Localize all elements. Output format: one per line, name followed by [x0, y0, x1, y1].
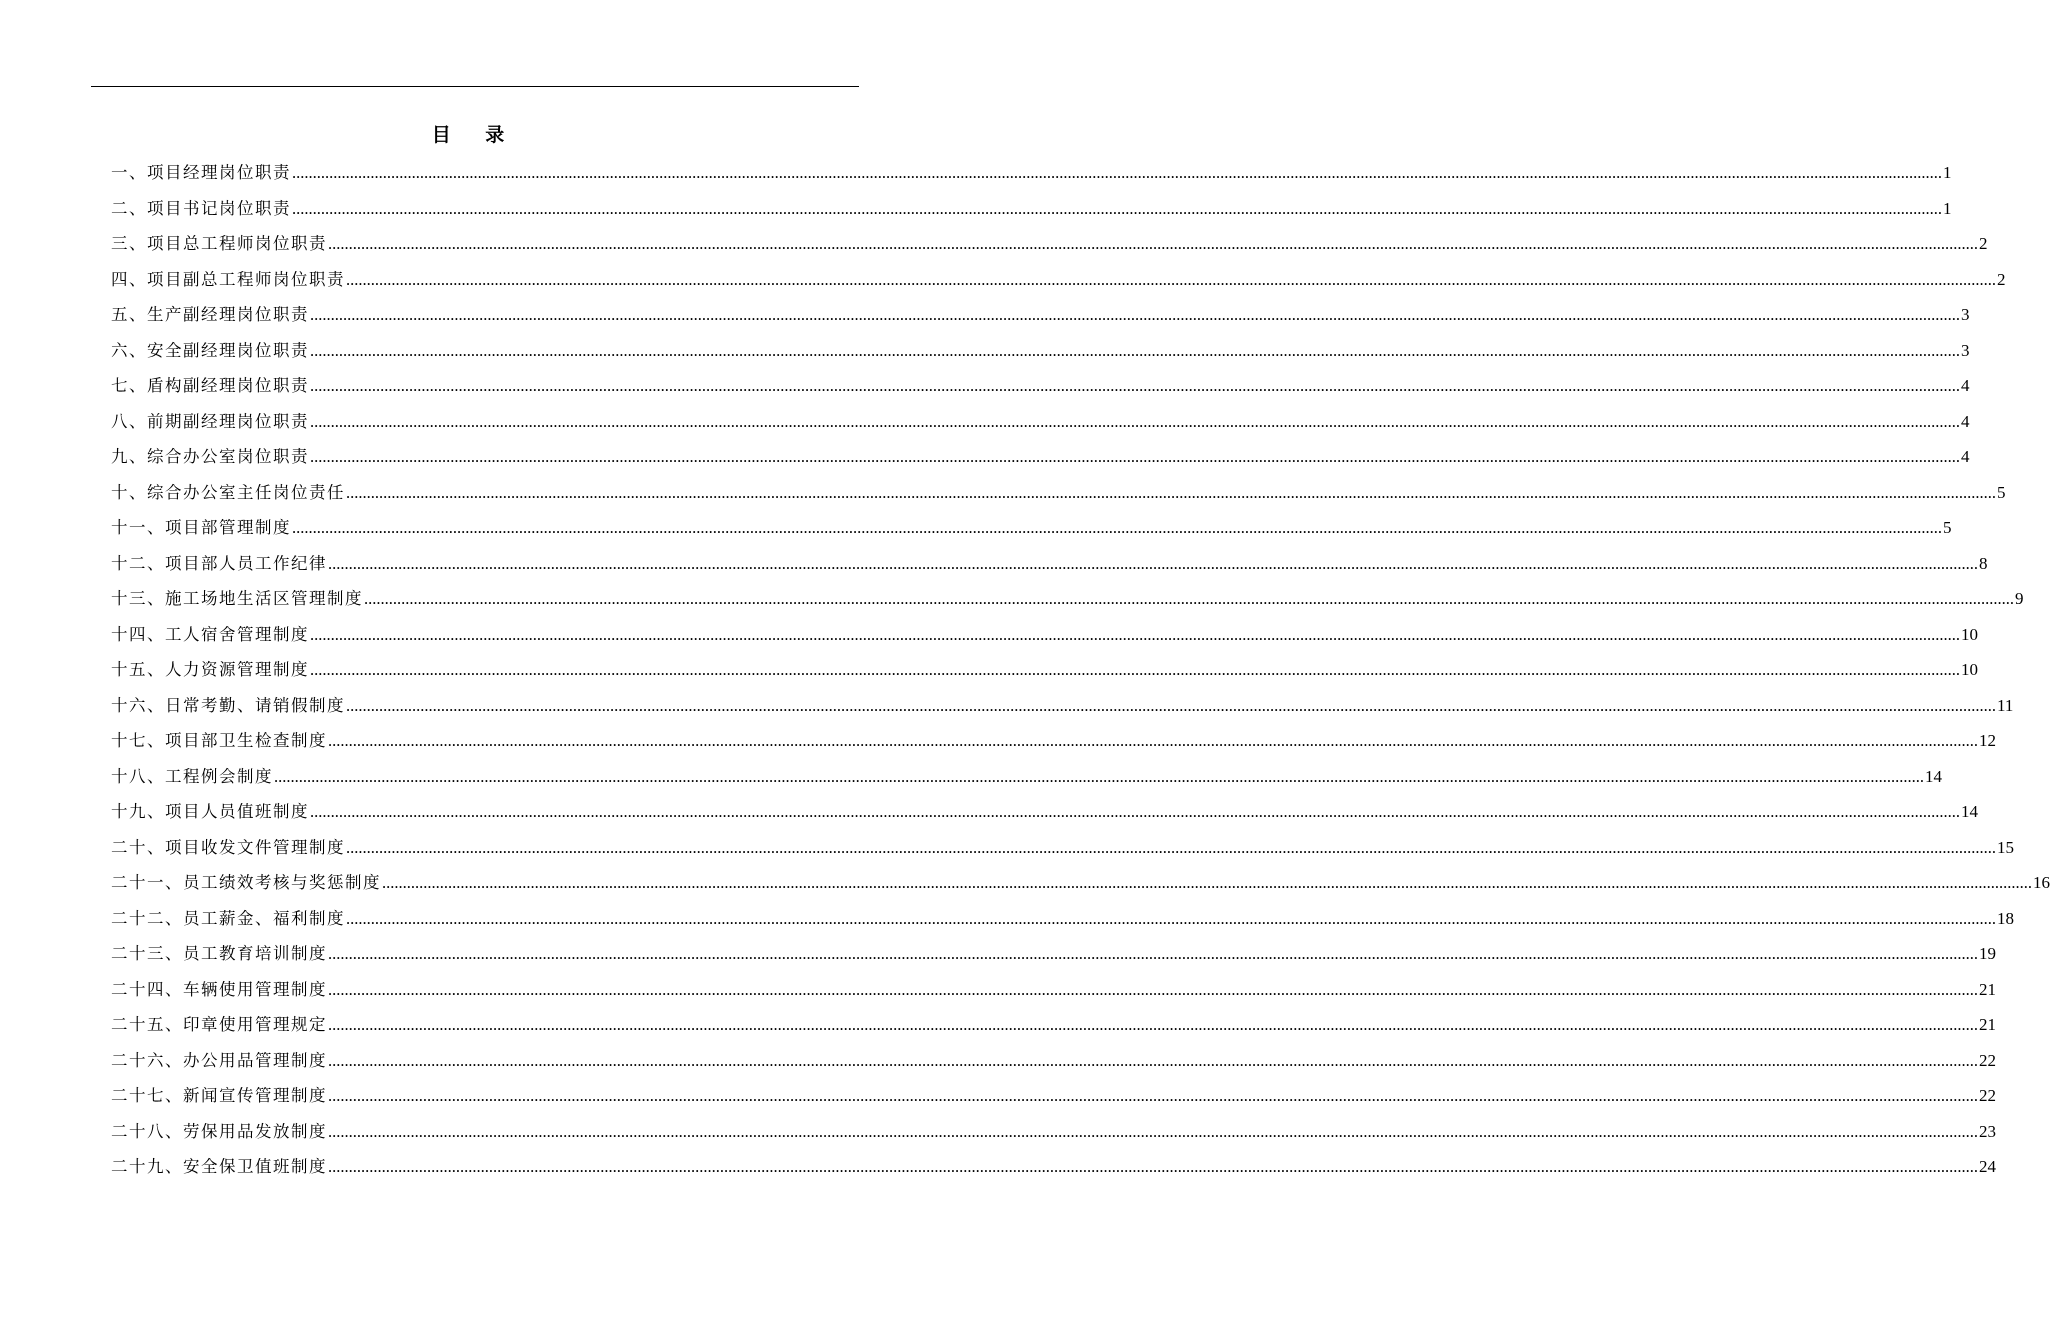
toc-dot-leader: ................................................................................................................................................................................................................................................................................................................................................................................................................	[310, 660, 1960, 679]
toc-dot-leader: ................................................................................................................................................................................................................................................................................................................................................................................................................	[328, 553, 1978, 573]
toc-entry-label: 二十六、办公用品管理制度	[111, 1050, 327, 1070]
toc-entry[interactable]	[111, 439, 1970, 475]
toc-dot-leader: ................................................................................................................................................................................................................................................................................................................................................................................................................	[328, 1086, 1978, 1105]
toc-entry-label: 七、盾构副经理岗位职责	[111, 376, 309, 395]
toc-entry-page-number: 14	[1925, 766, 1942, 786]
toc-entry-label: 二十二、员工薪金、福利制度	[111, 908, 345, 928]
toc-entry[interactable]	[111, 830, 2014, 866]
toc-entry-label: 十、综合办公室主任岗位责任	[111, 482, 345, 502]
toc-entry-label: 五、生产副经理岗位职责	[111, 305, 309, 324]
toc-entry[interactable]	[111, 510, 1952, 546]
toc-list	[111, 155, 2050, 1185]
toc-entry-page-number: 3	[1961, 340, 1970, 360]
toc-dot-leader: ................................................................................................................................................................................................................................................................................................................................................................................................................	[346, 269, 1996, 289]
toc-entry[interactable]	[111, 333, 1970, 369]
toc-entry[interactable]	[111, 901, 2014, 937]
toc-entry-page-number: 18	[1997, 908, 2014, 928]
toc-entry-page-number: 5	[1997, 482, 2006, 502]
toc-dot-leader: ................................................................................................................................................................................................................................................................................................................................................................................................................	[310, 447, 1960, 466]
toc-entry-label: 二十七、新闻宣传管理制度	[111, 1086, 327, 1105]
toc-entry[interactable]	[111, 688, 2014, 724]
toc-entry-page-number: 4	[1961, 376, 1970, 395]
toc-entry[interactable]	[111, 794, 1978, 830]
toc-dot-leader: ................................................................................................................................................................................................................................................................................................................................................................................................................	[328, 234, 1978, 253]
toc-entry-page-number: 24	[1979, 1157, 1996, 1176]
toc-entry-page-number: 2	[1997, 269, 2006, 289]
toc-entry-label: 二、项目书记岗位职责	[111, 198, 291, 218]
toc-entry-label: 一、项目经理岗位职责	[111, 163, 291, 182]
toc-entry-page-number: 4	[1961, 447, 1970, 466]
toc-entry-page-number: 11	[1997, 695, 2014, 715]
toc-entry-page-number: 5	[1943, 518, 1952, 537]
toc-entry-label: 十五、人力资源管理制度	[111, 660, 309, 679]
toc-entry[interactable]	[111, 617, 1978, 653]
toc-entry-page-number: 8	[1979, 553, 1988, 573]
toc-entry[interactable]	[111, 652, 1978, 688]
toc-entry-label: 十七、项目部卫生检查制度	[111, 731, 327, 750]
toc-entry[interactable]	[111, 1114, 1996, 1150]
toc-entry-page-number: 22	[1979, 1050, 1996, 1070]
toc-dot-leader: ................................................................................................................................................................................................................................................................................................................................................................................................................	[328, 1121, 1978, 1141]
toc-entry-label: 三、项目总工程师岗位职责	[111, 234, 327, 253]
toc-entry-label: 二十八、劳保用品发放制度	[111, 1121, 327, 1141]
toc-entry[interactable]	[111, 475, 2006, 511]
toc-dot-leader: ................................................................................................................................................................................................................................................................................................................................................................................................................	[346, 695, 1996, 715]
toc-entry-label: 十一、项目部管理制度	[111, 518, 291, 537]
toc-entry-page-number: 2	[1979, 234, 1988, 253]
toc-entry-page-number: 22	[1979, 1086, 1996, 1105]
toc-entry-page-number: 4	[1961, 411, 1970, 431]
toc-entry-label: 十四、工人宿舍管理制度	[111, 624, 309, 644]
toc-entry-page-number: 9	[2015, 589, 2024, 608]
toc-entry-page-number: 12	[1979, 731, 1996, 750]
toc-entry-page-number: 14	[1961, 802, 1978, 821]
toc-entry[interactable]	[111, 1043, 1996, 1079]
toc-entry-label: 二十一、员工绩效考核与奖惩制度	[111, 873, 381, 892]
toc-entry[interactable]	[111, 759, 1942, 795]
toc-entry-label: 十二、项目部人员工作纪律	[111, 553, 327, 573]
header-rule	[91, 86, 859, 87]
toc-dot-leader: ................................................................................................................................................................................................................................................................................................................................................................................................................	[292, 163, 1942, 182]
toc-dot-leader: ................................................................................................................................................................................................................................................................................................................................................................................................................	[328, 731, 1978, 750]
toc-entry-page-number: 15	[1997, 837, 2014, 857]
toc-entry-page-number: 1	[1943, 198, 1952, 218]
toc-dot-leader: ................................................................................................................................................................................................................................................................................................................................................................................................................	[346, 908, 1996, 928]
toc-entry-label: 二十四、车辆使用管理制度	[111, 979, 327, 999]
toc-dot-leader: ................................................................................................................................................................................................................................................................................................................................................................................................................	[328, 944, 1978, 963]
toc-entry-label: 四、项目副总工程师岗位职责	[111, 269, 345, 289]
toc-dot-leader: ................................................................................................................................................................................................................................................................................................................................................................................................................	[346, 482, 1996, 502]
toc-entry-label: 二十三、员工教育培训制度	[111, 944, 327, 963]
toc-entry[interactable]	[111, 1007, 1996, 1043]
toc-entry-page-number: 21	[1979, 979, 1996, 999]
toc-entry[interactable]	[111, 546, 1988, 582]
toc-entry[interactable]	[111, 972, 1996, 1008]
toc-entry[interactable]	[111, 1149, 1996, 1185]
toc-entry-page-number: 10	[1961, 624, 1978, 644]
toc-entry-page-number: 3	[1961, 305, 1970, 324]
toc-entry[interactable]	[111, 1078, 1996, 1114]
toc-dot-leader: ................................................................................................................................................................................................................................................................................................................................................................................................................	[328, 1015, 1978, 1034]
toc-entry[interactable]	[111, 368, 1970, 404]
toc-dot-leader: ................................................................................................................................................................................................................................................................................................................................................................................................................	[292, 198, 1942, 218]
toc-entry[interactable]	[111, 723, 1996, 759]
toc-entry[interactable]	[111, 226, 1988, 262]
toc-entry-label: 十八、工程例会制度	[111, 766, 273, 786]
toc-entry[interactable]	[111, 865, 2050, 901]
toc-entry[interactable]	[111, 155, 1952, 191]
toc-entry-label: 十六、日常考勤、请销假制度	[111, 695, 345, 715]
toc-title: 目 录	[431, 124, 519, 146]
toc-entry-label: 二十五、印章使用管理规定	[111, 1015, 327, 1034]
toc-entry-label: 八、前期副经理岗位职责	[111, 411, 309, 431]
toc-dot-leader: ................................................................................................................................................................................................................................................................................................................................................................................................................	[328, 979, 1978, 999]
toc-entry[interactable]	[111, 404, 1970, 440]
toc-entry-page-number: 16	[2033, 873, 2050, 892]
toc-dot-leader: ................................................................................................................................................................................................................................................................................................................................................................................................................	[310, 340, 1960, 360]
toc-entry-label: 二十、项目收发文件管理制度	[111, 837, 345, 857]
toc-dot-leader: ................................................................................................................................................................................................................................................................................................................................................................................................................	[382, 873, 2032, 892]
toc-dot-leader: ................................................................................................................................................................................................................................................................................................................................................................................................................	[310, 305, 1960, 324]
toc-entry-page-number: 23	[1979, 1121, 1996, 1141]
toc-dot-leader: ................................................................................................................................................................................................................................................................................................................................................................................................................	[328, 1050, 1978, 1070]
toc-dot-leader: ................................................................................................................................................................................................................................................................................................................................................................................................................	[328, 1157, 1978, 1176]
toc-entry[interactable]	[111, 936, 1996, 972]
toc-entry-label: 六、安全副经理岗位职责	[111, 340, 309, 360]
toc-entry-label: 十三、施工场地生活区管理制度	[111, 589, 363, 608]
toc-entry-label: 九、综合办公室岗位职责	[111, 447, 309, 466]
toc-entry-page-number: 21	[1979, 1015, 1996, 1034]
toc-entry-label: 十九、项目人员值班制度	[111, 802, 309, 821]
toc-entry-page-number: 19	[1979, 944, 1996, 963]
toc-dot-leader: ................................................................................................................................................................................................................................................................................................................................................................................................................	[346, 837, 1996, 857]
toc-entry[interactable]	[111, 191, 1952, 227]
toc-entry-page-number: 1	[1943, 163, 1952, 182]
toc-entry-label: 二十九、安全保卫值班制度	[111, 1157, 327, 1176]
toc-dot-leader: ................................................................................................................................................................................................................................................................................................................................................................................................................	[310, 411, 1960, 431]
toc-entry[interactable]	[111, 581, 2024, 617]
toc-entry-page-number: 10	[1961, 660, 1978, 679]
toc-dot-leader: ................................................................................................................................................................................................................................................................................................................................................................................................................	[310, 624, 1960, 644]
toc-entry[interactable]	[111, 262, 2006, 298]
toc-dot-leader: ................................................................................................................................................................................................................................................................................................................................................................................................................	[310, 802, 1960, 821]
toc-dot-leader: ................................................................................................................................................................................................................................................................................................................................................................................................................	[364, 589, 2014, 608]
toc-dot-leader: ................................................................................................................................................................................................................................................................................................................................................................................................................	[310, 376, 1960, 395]
toc-entry[interactable]	[111, 297, 1970, 333]
toc-dot-leader: ................................................................................................................................................................................................................................................................................................................................................................................................................	[274, 766, 1924, 786]
toc-dot-leader: ................................................................................................................................................................................................................................................................................................................................................................................................................	[292, 518, 1942, 537]
